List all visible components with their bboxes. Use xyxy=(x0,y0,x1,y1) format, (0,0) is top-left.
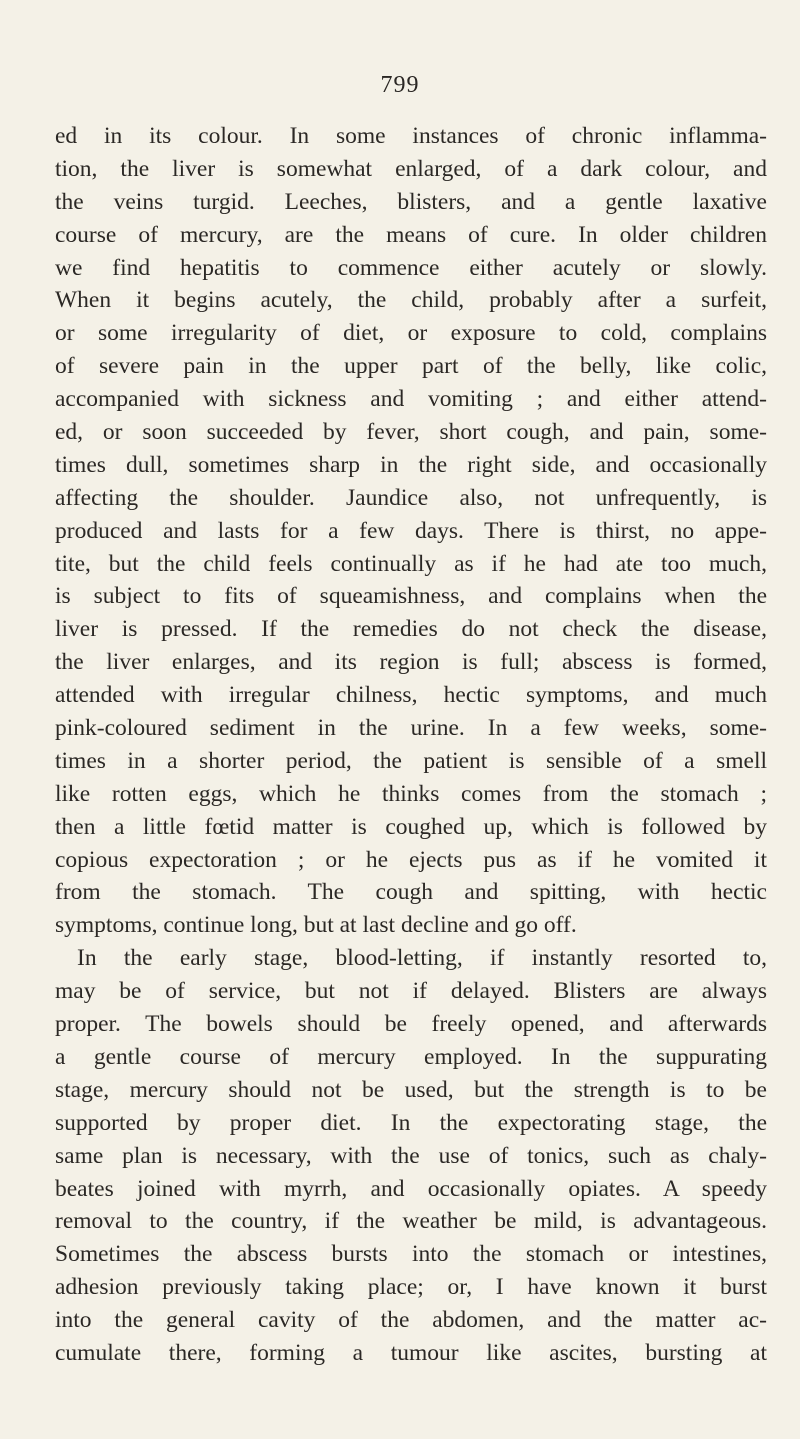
text-line: copious expectoration ; or he ejects pus as if he vomited it xyxy=(55,846,767,873)
text-line: proper. The bowels should be freely opened, and afterwards xyxy=(55,1011,767,1038)
text-line: the veins turgid. Leeches, blisters, and a gentle laxative xyxy=(55,188,767,215)
text-line: attended with irregular chilness, hectic symptoms, and much xyxy=(55,682,767,709)
text-line: In the early stage, blood-letting, if instantly resorted to, xyxy=(77,945,767,972)
text-line: Sometimes the abscess bursts into the stomach or intestines, xyxy=(55,1241,767,1268)
text-line: is subject to fits of squeamishness, and complains when the xyxy=(55,583,767,610)
text-line: times in a shorter period, the patient is sensible of a smell xyxy=(55,747,767,774)
text-line: a gentle course of mercury employed. In the suppurating xyxy=(55,1043,767,1070)
text-line: cumulate there, forming a tumour like ascites, bursting at xyxy=(55,1339,767,1366)
text-line: into the general cavity of the abdomen, and the matter ac- xyxy=(55,1307,767,1334)
text-line: beates joined with myrrh, and occasionally opiates. A speedy xyxy=(55,1175,767,1202)
text-line: course of mercury, are the means of cure. In older children xyxy=(55,221,767,248)
text-line: the liver enlarges, and its region is full; abscess is formed, xyxy=(55,649,767,676)
text-line: adhesion previously taking place; or, I have known it burst xyxy=(55,1274,767,1301)
text-line: or some irregularity of diet, or exposure to cold, complains xyxy=(55,320,767,347)
text-line: tion, the liver is somewhat enlarged, of a dark colour, and xyxy=(55,155,767,182)
text-line: symptoms, continue long, but at last decline and go off. xyxy=(55,912,577,939)
text-line: tite, but the child feels continually as if he had ate too much, xyxy=(55,550,767,577)
text-line: from the stomach. The cough and spitting, with hectic xyxy=(55,879,767,906)
text-line: accompanied with sickness and vomiting ; and either attend- xyxy=(55,386,767,413)
text-line: same plan is necessary, with the use of tonics, such as chaly- xyxy=(55,1142,767,1169)
text-line: of severe pain in the upper part of the belly, like colic, xyxy=(55,353,767,380)
text-line: produced and lasts for a few days. There is thirst, no appe- xyxy=(55,517,767,544)
text-line: affecting the shoulder. Jaundice also, not unfrequently, is xyxy=(55,484,767,511)
text-line: we find hepatitis to commence either acutely or slowly. xyxy=(55,254,767,281)
text-line: liver is pressed. If the remedies do not check the disease, xyxy=(55,616,767,643)
text-line: like rotten eggs, which he thinks comes from the stomach ; xyxy=(55,780,767,807)
text-line: may be of service, but not if delayed. Blisters are always xyxy=(55,978,767,1005)
text-line: then a little fœtid matter is coughed up, which is followed by xyxy=(55,813,767,840)
text-line: When it begins acutely, the child, probably after a surfeit, xyxy=(55,287,767,314)
text-line: times dull, sometimes sharp in the right side, and occasionally xyxy=(55,451,767,478)
page-number: 799 xyxy=(380,72,420,98)
text-line: ed in its colour. In some instances of chronic inflamma- xyxy=(55,123,767,149)
text-line: removal to the country, if the weather be mild, is advantageous. xyxy=(55,1208,767,1235)
text-line: supported by proper diet. In the expectorating stage, the xyxy=(55,1109,767,1136)
text-line: stage, mercury should not be used, but the strength is to be xyxy=(55,1076,767,1103)
body-text xyxy=(55,120,767,1370)
text-line: pink-coloured sediment in the urine. In a few weeks, some- xyxy=(55,715,767,742)
text-line: ed, or soon succeeded by fever, short cough, and pain, some- xyxy=(55,419,767,446)
